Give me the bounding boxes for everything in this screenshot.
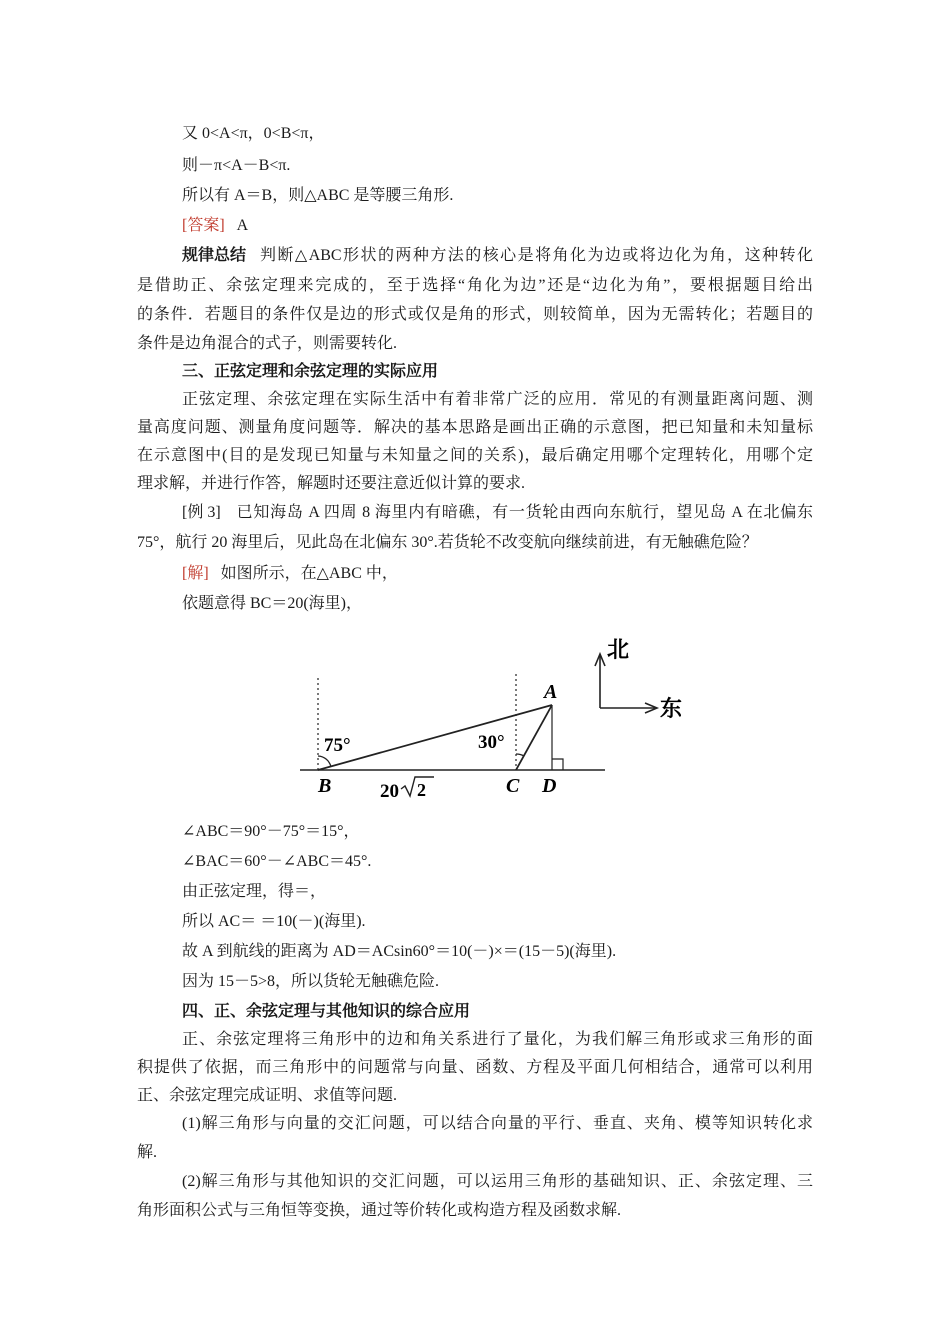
answer-line <box>182 216 248 236</box>
text-line: 所以有 A＝B，则△ABC 是等腰三角形. <box>182 187 454 204</box>
list-item-2: (2)解三角形与其他知识的交汇问题，可以运用三角形的基础知识、正、余弦定理、三 <box>182 1173 813 1190</box>
angle-75-label: 75° <box>324 735 351 756</box>
text-line: 是借助正、余弦定理来完成的，至于选择“角化为边”还是“边化为角”，要根据题目给出 <box>137 277 813 294</box>
text-line: 正、余弦定理将三角形中的边和角关系进行了量化，为我们解三角形或求三角形的面 <box>182 1031 813 1048</box>
text-line: 角形面积公式与三角恒等变换，通过等价转化或构造方程及函数求解. <box>137 1202 622 1219</box>
north-label: 北 <box>607 637 630 662</box>
example-tag: [例 3] <box>182 504 221 521</box>
solution-text: 如图所示，在△ABC 中， <box>220 565 398 582</box>
summary-first-line <box>182 246 813 266</box>
solution-line <box>182 564 398 584</box>
text-line: 在示意图中(目的是发现已知量与未知量之间的关系)，最后确定用哪个定理转化，用哪个定 <box>137 447 813 464</box>
angle-30-label: 30° <box>478 732 505 753</box>
angle-arc-30 <box>516 754 524 756</box>
text-line: 条件是边角混合的式子，则需要转化. <box>137 335 398 352</box>
distance-number: 20 <box>380 781 399 802</box>
right-angle-mark <box>552 759 563 770</box>
text-line: 积提供了依据，而三角形中的问题常与向量、函数、方程及平面几何相结合，通常可以利用 <box>137 1059 813 1076</box>
text-line: 理求解，并进行作答，解题时还要注意近似计算的要求. <box>137 475 526 492</box>
point-d-label: D <box>542 775 557 797</box>
solution-tag: [解] <box>182 565 209 582</box>
segment-ba <box>318 705 552 770</box>
navigation-figure <box>300 630 700 805</box>
summary-title: 规律总结 <box>182 247 247 264</box>
text-line: 解. <box>137 1144 158 1161</box>
text-line: 正弦定理、余弦定理在实际生活中有着非常广泛的应用．常见的有测量距离问题、测 <box>182 391 813 408</box>
distance-radicand: 2 <box>417 780 426 800</box>
text-line: 75°，航行 20 海里后，见此岛在北偏东 30°.若货轮不改变航向继续前进，有无触礁危险？ <box>137 534 758 551</box>
text-line: 依题意得 BC＝20(海里)， <box>182 595 363 612</box>
text-line: 的条件．若题目的条件仅是边的形式或仅是角的形式，则较简单，因为无需转化；若题目的 <box>137 306 813 323</box>
text-line: 则－π<A－B<π. <box>182 157 291 174</box>
text-line: 由正弦定理，得＝， <box>182 883 327 900</box>
text-line: ∠ABC＝90°－75°＝15°， <box>182 823 360 840</box>
example-first-line <box>182 503 813 523</box>
point-a-label: A <box>544 681 558 703</box>
point-c-label: C <box>506 775 520 797</box>
angle-arc-75 <box>318 756 331 767</box>
text-line: 量高度问题、测量角度问题等．解决的基本思路是画出正确的示意图，把已知量和未知量标 <box>137 419 813 436</box>
answer-value: A <box>236 217 249 234</box>
segment-ca <box>516 705 552 770</box>
list-item-1: (1)解三角形与向量的交汇问题，可以结合向量的平行、垂直、夹角、模等知识转化求 <box>182 1115 813 1132</box>
text-line: 又 0<A<π，0<B<π， <box>182 125 325 142</box>
section-heading: 三、正弦定理和余弦定理的实际应用 <box>182 363 439 380</box>
text-line: 故 A 到航线的距离为 AD＝ACsin60°＝10(－)×＝(15－5)(海里). <box>182 943 617 960</box>
east-label: 东 <box>660 696 683 721</box>
answer-tag: [答案] <box>182 217 225 234</box>
summary-text: 判断△ABC形状的两种方法的核心是将角化为边或将边化为角，这种转化 <box>260 247 813 264</box>
text-line: 因为 15－5>8，所以货轮无触礁危险. <box>182 973 440 990</box>
text-line: 所以 AC＝ ＝10(－)(海里). <box>182 913 366 930</box>
text-line: ∠BAC＝60°－∠ABC＝45°. <box>182 853 372 870</box>
text-line: 正、余弦定理完成证明、求值等问题. <box>137 1087 398 1104</box>
section-heading: 四、正、余弦定理与其他知识的综合应用 <box>182 1003 471 1020</box>
point-b-label: B <box>318 775 332 797</box>
example-text: 已知海岛 A 四周 8 海里内有暗礁，有一货轮由西向东航行，望见岛 A 在北偏东 <box>236 504 813 521</box>
